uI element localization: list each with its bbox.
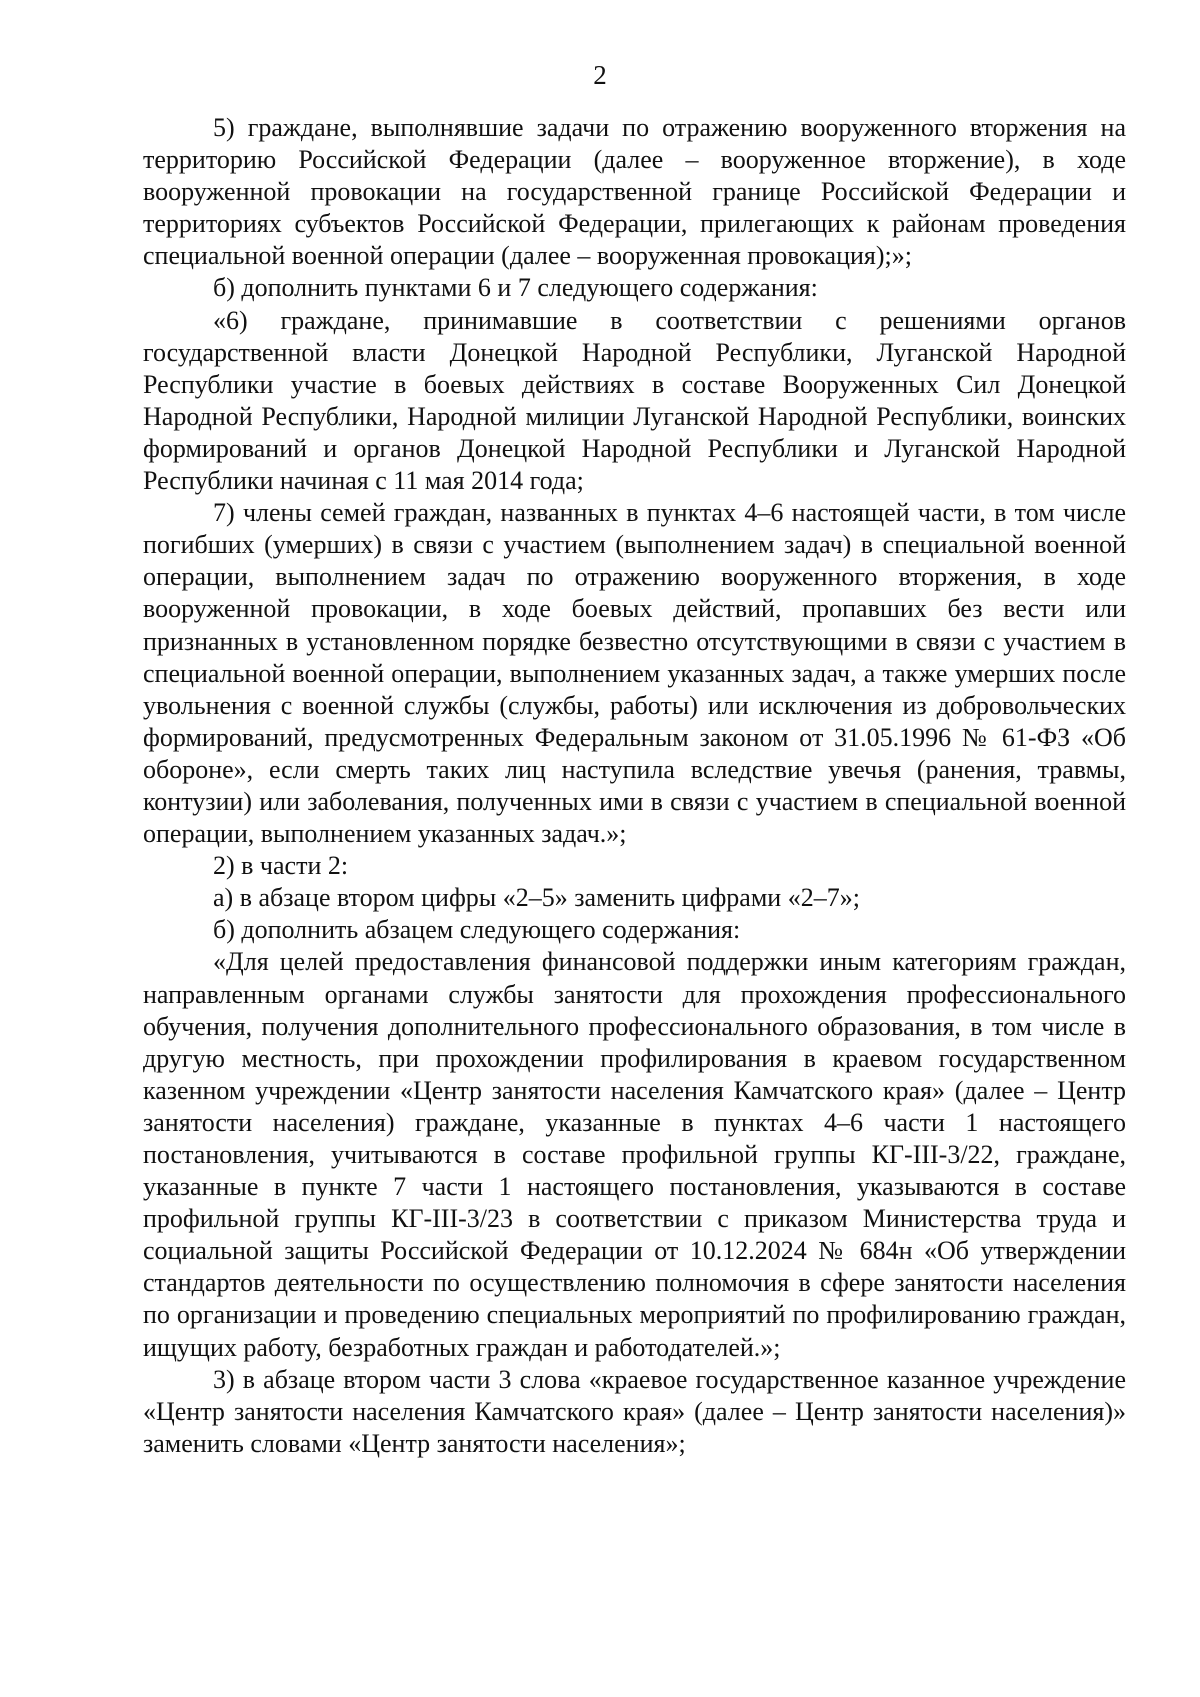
paragraph-part-2-a: а) в абзаце втором цифры «2–5» заменить цифрами «2–7»; — [213, 883, 860, 913]
document-body — [143, 112, 1126, 1460]
paragraph-part-3: 3) в абзаце втором части 3 слова «краевое государственное казанное учреждение «Центр занятости населения Камчатского края» (далее – Центр занятости населения)» заменить словами «Центр занятости населения»; — [143, 1364, 1126, 1458]
paragraph-new-abzac: «Для целей предоставления финансовой поддержки иным категориям граждан, направленным органами службы занятости для прохождения профессионального обучения, получения дополнительного профессионального образования, в том числе в другую местность, при прохождении профилирования в краевом государственном казенном учреждении «Центр занятости населения Камчатского края» (далее – Центр занятости населения) граждане, указанные в пунктах 4–6 части 1 настоящего постановления, учитываются в составе профильной группы КГ-III-3/22, граждане, указанные в пункте 7 части 1 настоящего постановления, указываются в составе профильной группы КГ-III-3/23 в соответствии с приказом Министерства труда и социальной защиты Российской Федерации от 10.12.2024 № 684н «Об утверждении стандартов деятельности по осуществлению полномочия в сфере занятости населения по организации и проведению специальных мероприятий по профилированию граждан, ищущих работу, безработных граждан и работодателей.»; — [143, 947, 1126, 1362]
paragraph-add-items-6-7: б) дополнить пунктами 6 и 7 следующего содержания: — [213, 273, 818, 303]
paragraph-part-2: 2) в части 2: — [213, 851, 349, 881]
paragraph-item-7: 7) члены семей граждан, названных в пунктах 4–6 настоящей части, в том числе погибших (умерших) в связи с участием (выполнением задач) в специальной военной операции, выполнением задач по отражению вооруженного вторжения, в ходе вооруженной провокации, в ходе боевых действий, пропавших без вести или признанных в установленном порядке безвестно отсутствующими в связи с участием в специальной военной операции, выполнением указанных задач, а также умерших после увольнения с военной службы (службы, работы) или исключения из добровольческих формирований, предусмотренных Федеральным законом от 31.05.1996 № 61-ФЗ «Об обороне», если смерть таких лиц наступила вследствие увечья (ранения, травмы, контузии) или заболевания, полученных ими в связи с участием в специальной военной операции, выполнением указанных задач.»; — [143, 498, 1126, 849]
paragraph-item-5: 5) граждане, выполнявшие задачи по отражению вооруженного вторжения на территорию Российской Федерации (далее – вооруженное вторжение), в ходе вооруженной провокации на государственной границе Российской Федерации и территориях субъектов Российской Федерации, прилегающих к районам проведения специальной военной операции (далее – вооруженная провокация);»; — [143, 113, 1126, 271]
page-number: 2 — [593, 60, 607, 90]
paragraph-item-6: «6) граждане, принимавшие в соответствии с решениями органов государственной власти Донецкой Народной Республики, Луганской Народной Республики участие в боевых действиях в составе Вооруженных Сил Донецкой Народной Республики, Народной милиции Луганской Народной Республики, воинских формирований и органов Донецкой Народной Республики и Луганской Народной Республики начиная с 11 мая 2014 года; — [143, 305, 1126, 496]
paragraph-part-2-b: б) дополнить абзацем следующего содержания: — [213, 915, 741, 945]
